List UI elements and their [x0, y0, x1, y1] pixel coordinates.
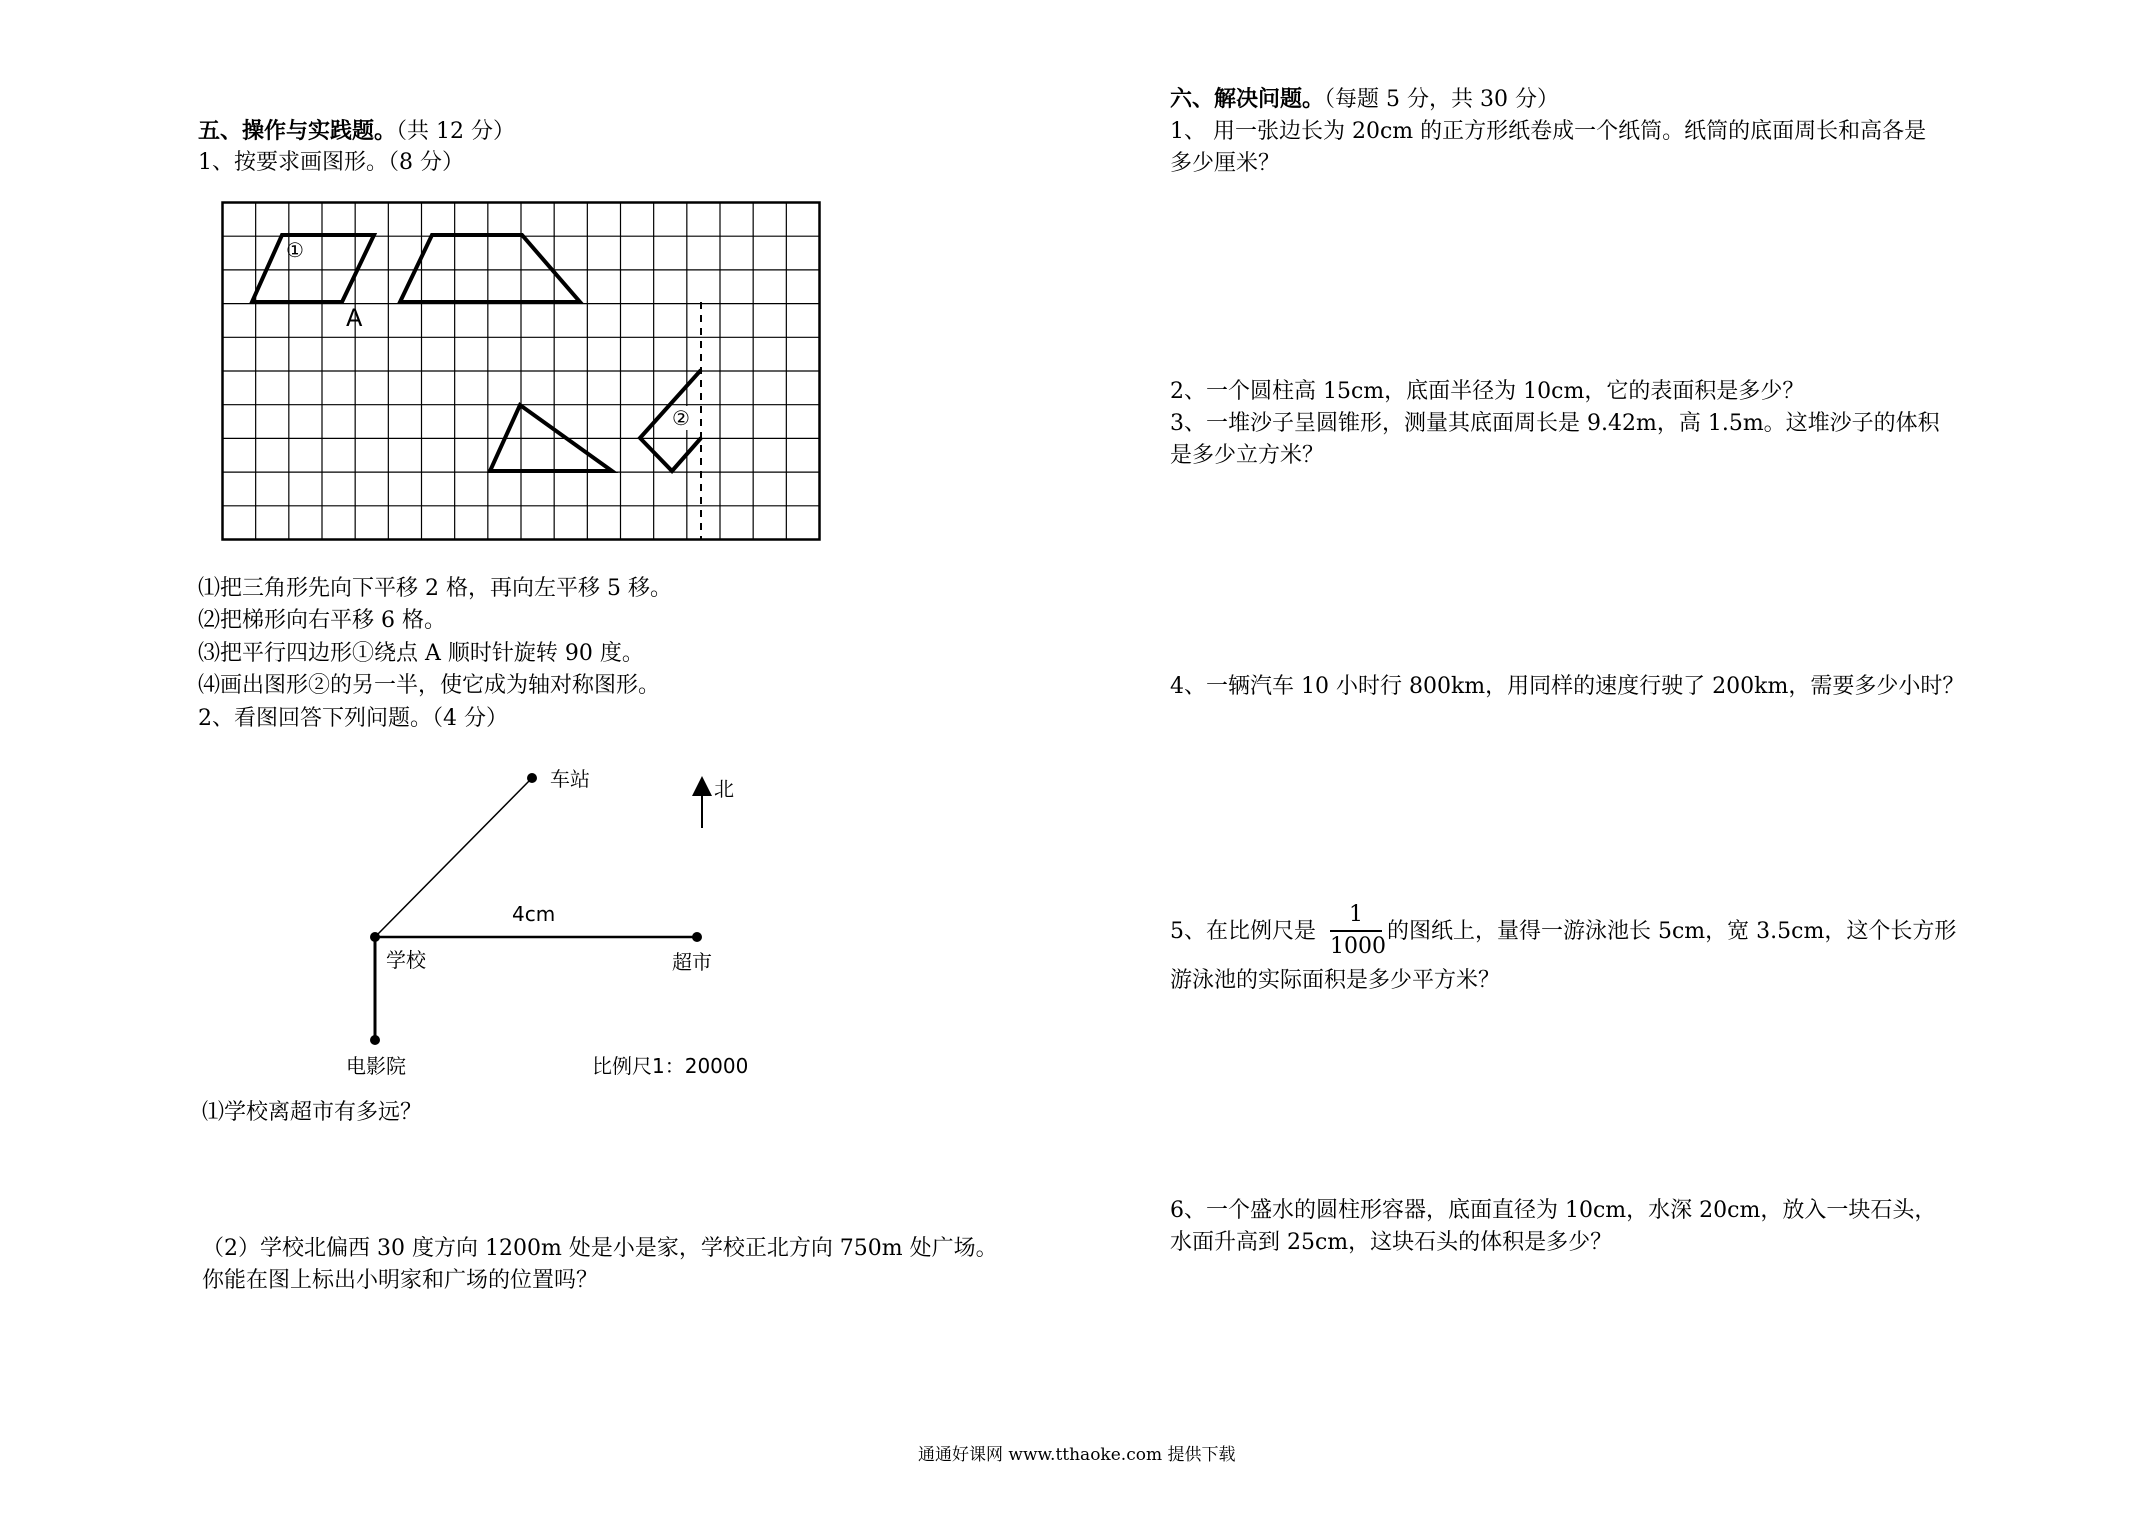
cinema-point [370, 1035, 380, 1045]
task-1: ⑴把三角形先向下平移 2 格，再向左平移 5 移。 [198, 576, 672, 601]
school-point [370, 932, 380, 942]
r-q6-line2: 水面升高到 25cm，这块石头的体积是多少？ [1170, 1230, 1613, 1255]
scale-fraction [1330, 902, 1386, 960]
scale-label: 比例尺1：20000 [592, 1054, 749, 1078]
r-q5-line2: 游泳池的实际面积是多少平方米？ [1170, 968, 1501, 993]
task-3: ⑶把平行四边形①绕点 A 顺时针旋转 90 度。 [198, 641, 644, 666]
section5-title: 五、操作与实践题。 [198, 118, 397, 144]
r-q5-suffix: 的图纸上，量得一游泳池长 5cm，宽 3.5cm，这个长方形 [1387, 919, 1957, 944]
north-label: 北 [714, 777, 734, 801]
cinema-label: 电影院 [346, 1054, 406, 1078]
q2-sub2-line2: 你能在图上标出小明家和广场的位置吗？ [202, 1268, 599, 1293]
section6-heading [1170, 84, 1559, 115]
market-label: 超市 [672, 950, 712, 974]
task-4: ⑷画出图形②的另一半，使它成为轴对称图形。 [198, 673, 661, 698]
shape-label-1: ① [286, 238, 304, 262]
fraction-numerator: 1 [1349, 902, 1363, 927]
r-q6-line1: 6、一个盛水的圆柱形容器，底面直径为 10cm，水深 20cm，放入一块石头， [1170, 1198, 1937, 1223]
section6-score: （每题 5 分，共 30 分） [1324, 87, 1559, 112]
r-q5-prefix: 5、在比例尺是 [1170, 919, 1316, 944]
station-point [527, 773, 537, 783]
r-q1-line1: 1、 用一张边长为 20cm 的正方形纸卷成一个纸筒。纸筒的底面周长和高各是 [1170, 119, 1927, 144]
station-label: 车站 [550, 767, 590, 791]
point-a-label: A [346, 304, 363, 332]
r-q3-line1: 3、一堆沙子呈圆锥形，测量其底面周长是 9.42m，高 1.5m。这堆沙子的体积 [1170, 411, 1940, 436]
r-q3-line2: 是多少立方米？ [1170, 443, 1325, 468]
q2-sub1: ⑴学校离超市有多远？ [202, 1100, 423, 1125]
q2-sub2-line1: （2）学校北偏西 30 度方向 1200m 处是小是家，学校正北方向 750m 处广场。 [202, 1236, 998, 1261]
r-q4: 4、一辆汽车 10 小时行 800km，用同样的速度行驶了 200km，需要多少小时？ [1170, 674, 1965, 699]
section5-score: （共 12 分） [396, 119, 515, 144]
q2-title: 2、看图回答下列问题。（4 分） [198, 706, 508, 731]
distance-label: 4cm [512, 902, 556, 926]
market-point [692, 932, 702, 942]
shape-label-2: ② [672, 406, 690, 430]
school-label: 学校 [386, 948, 426, 972]
section6-title: 六、解决问题。 [1170, 86, 1325, 112]
r-q1-line2: 多少厘米？ [1170, 151, 1281, 176]
footer-text: 通通好课网 www.tthaoke.com 提供下载 [918, 1445, 1236, 1465]
fraction-bar [1330, 930, 1382, 932]
fraction-denominator: 1000 [1330, 934, 1386, 959]
q1-title: 1、按要求画图形。（8 分） [198, 150, 464, 175]
task-2: ⑵把梯形向右平移 6 格。 [198, 608, 446, 633]
r-q2: 2、一个圆柱高 15cm，底面半径为 10cm，它的表面积是多少？ [1170, 379, 1805, 404]
